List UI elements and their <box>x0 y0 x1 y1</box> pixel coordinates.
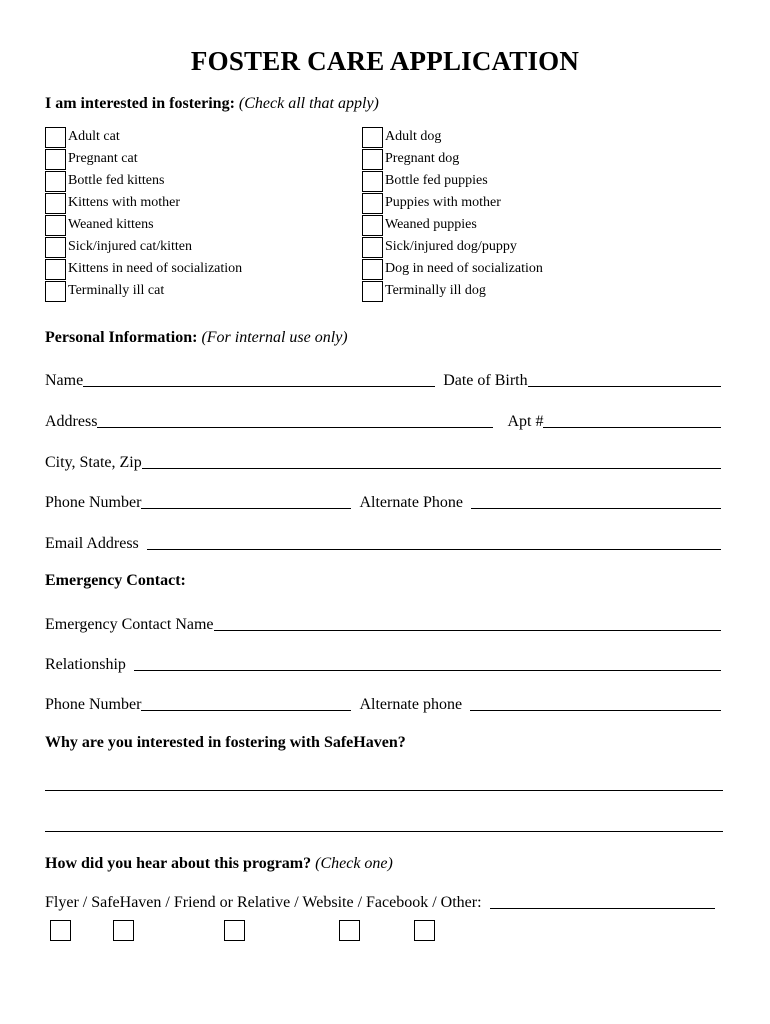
alt-phone-field[interactable] <box>471 507 721 509</box>
address-field[interactable] <box>97 426 493 428</box>
emergency-name-field[interactable] <box>214 629 721 631</box>
hear-options-text: Flyer / SafeHaven / Friend or Relative / Website / Facebook / Other: <box>45 894 482 911</box>
emergency-heading: Emergency Contact: <box>45 572 186 589</box>
option-label: Kittens in need of socialization <box>68 261 243 276</box>
email-field[interactable] <box>147 548 721 550</box>
checkbox[interactable] <box>45 127 66 148</box>
checkbox[interactable] <box>362 149 383 170</box>
name-label: Name <box>45 372 84 389</box>
why-question: Why are you interested in fostering with SafeHaven? <box>45 734 406 751</box>
relationship-field[interactable] <box>134 669 721 671</box>
hear-options-row <box>45 894 715 912</box>
option-label: Adult dog <box>385 129 442 144</box>
emergency-alt-phone-field[interactable] <box>470 709 721 711</box>
emergency-name-row <box>45 612 721 634</box>
email-label: Email Address <box>45 535 139 552</box>
friend-checkbox[interactable] <box>224 920 245 941</box>
option-row <box>45 214 242 236</box>
emergency-alt-phone-label: Alternate phone <box>359 696 463 713</box>
facebook-checkbox[interactable] <box>414 920 435 941</box>
option-row <box>45 148 242 170</box>
apt-field[interactable] <box>543 426 721 428</box>
option-label: Dog in need of socialization <box>385 261 543 276</box>
option-label: Bottle fed kittens <box>68 173 165 188</box>
option-row <box>362 280 543 302</box>
option-row <box>362 236 543 258</box>
emergency-name-label: Emergency Contact Name <box>45 616 214 633</box>
flyer-checkbox[interactable] <box>50 920 71 941</box>
website-checkbox[interactable] <box>339 920 360 941</box>
fostering-heading-text: I am interested in fostering: <box>45 95 235 112</box>
hear-heading <box>45 855 393 873</box>
option-label: Pregnant dog <box>385 151 460 166</box>
option-row <box>362 258 543 280</box>
cat-options <box>45 126 242 302</box>
city-row <box>45 450 721 472</box>
phone-label: Phone Number <box>45 494 142 511</box>
hear-note: (Check one) <box>315 855 393 872</box>
option-label: Puppies with mother <box>385 195 501 210</box>
checkbox[interactable] <box>362 215 383 236</box>
option-label: Terminally ill dog <box>385 283 486 298</box>
option-label: Weaned kittens <box>68 217 154 232</box>
checkbox[interactable] <box>362 281 383 302</box>
checkbox[interactable] <box>45 281 66 302</box>
address-label: Address <box>45 413 98 430</box>
form-title: FOSTER CARE APPLICATION <box>190 46 580 76</box>
checkbox[interactable] <box>362 193 383 214</box>
why-answer-line-2[interactable] <box>45 831 723 832</box>
option-row <box>45 192 242 214</box>
address-row <box>45 409 721 431</box>
option-row <box>362 192 543 214</box>
checkbox[interactable] <box>45 259 66 280</box>
option-row <box>45 170 242 192</box>
checkbox[interactable] <box>362 171 383 192</box>
option-row <box>362 126 543 148</box>
option-label: Sick/injured cat/kitten <box>68 239 193 254</box>
option-label: Bottle fed puppies <box>385 173 488 188</box>
emergency-phone-label: Phone Number <box>45 696 142 713</box>
personal-note: (For internal use only) <box>201 329 348 346</box>
checkbox[interactable] <box>45 193 66 214</box>
fostering-heading <box>45 95 379 113</box>
city-label: City, State, Zip <box>45 454 142 471</box>
checkbox[interactable] <box>362 259 383 280</box>
safehaven-checkbox[interactable] <box>113 920 134 941</box>
name-dob-row <box>45 368 721 390</box>
option-row <box>362 170 543 192</box>
personal-heading <box>45 329 348 347</box>
option-row <box>45 126 242 148</box>
fostering-note: (Check all that apply) <box>238 95 379 112</box>
option-label: Weaned puppies <box>385 217 477 232</box>
emergency-phone-field[interactable] <box>141 709 351 711</box>
apt-label: Apt # <box>507 413 544 430</box>
personal-heading-text: Personal Information: <box>45 329 198 346</box>
hear-question: How did you hear about this program? <box>45 855 312 872</box>
option-row <box>45 280 242 302</box>
option-label: Pregnant cat <box>68 151 138 166</box>
dob-label: Date of Birth <box>443 372 528 389</box>
option-row <box>45 258 242 280</box>
other-field[interactable] <box>490 907 715 909</box>
option-label: Terminally ill cat <box>68 283 165 298</box>
name-field[interactable] <box>83 385 435 387</box>
dob-field[interactable] <box>528 385 721 387</box>
relationship-label: Relationship <box>45 656 126 673</box>
checkbox[interactable] <box>45 149 66 170</box>
option-row <box>45 236 242 258</box>
option-label: Kittens with mother <box>68 195 180 210</box>
emergency-phone-row <box>45 692 721 714</box>
alt-phone-label: Alternate Phone <box>359 494 463 511</box>
email-row <box>45 531 721 553</box>
option-row <box>362 148 543 170</box>
option-label: Sick/injured dog/puppy <box>385 239 517 254</box>
option-label: Adult cat <box>68 129 120 144</box>
checkbox[interactable] <box>45 171 66 192</box>
phone-row <box>45 490 721 512</box>
option-row <box>362 214 543 236</box>
checkbox[interactable] <box>45 215 66 236</box>
relationship-row <box>45 652 721 674</box>
dog-options <box>362 126 543 302</box>
phone-field[interactable] <box>141 507 351 509</box>
checkbox[interactable] <box>362 127 383 148</box>
city-field[interactable] <box>142 467 721 469</box>
checkbox[interactable] <box>362 237 383 258</box>
checkbox[interactable] <box>45 237 66 258</box>
why-answer-line-1[interactable] <box>45 790 723 791</box>
